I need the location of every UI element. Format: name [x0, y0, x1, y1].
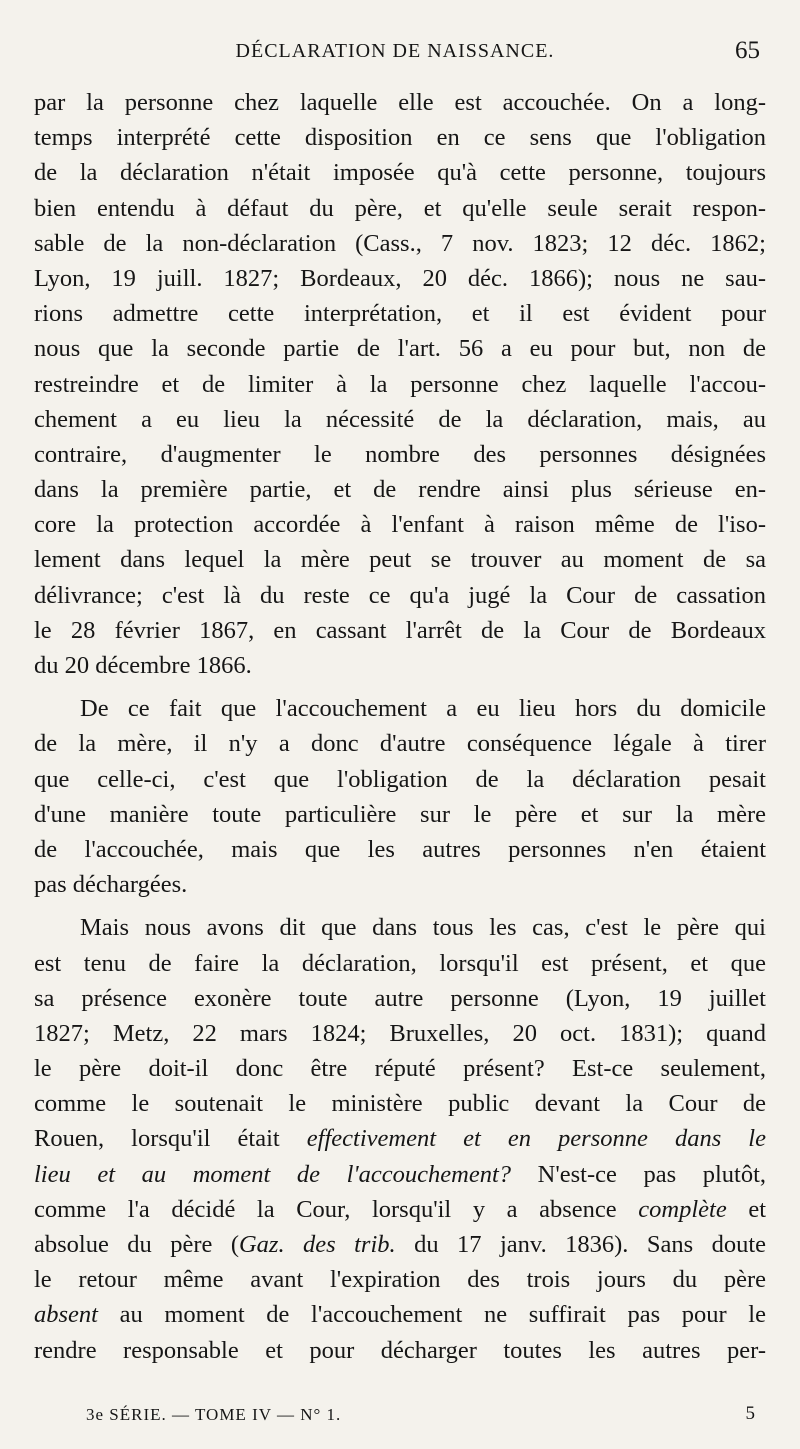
text-line: de l'accouchée, mais que les autres personnes n'en étaient: [34, 835, 766, 863]
text-line: sa présence exonère toute autre personne (Lyon, 19 juillet: [34, 984, 766, 1012]
text-line: chement a eu lieu la nécessité de la déclaration, mais, au: [34, 405, 766, 433]
text-line: bien entendu à défaut du père, et qu'elle seule serait respon-: [34, 194, 766, 222]
text-line: [34, 1157, 766, 1192]
text-segment: au moment de l'accouchement ne suffirait pas pour le: [97, 1301, 766, 1329]
text-segment: Rouen, lorsqu'il était: [34, 1125, 307, 1153]
text-line: délivrance; c'est là du reste ce qu'a jugé la Cour de cassation: [34, 581, 766, 609]
text-segment: N'est-ce pas plutôt,: [511, 1160, 766, 1188]
paragraph-gap: [34, 683, 766, 691]
italic-citation: Gaz. des trib.: [238, 1231, 396, 1258]
text-line: 1827; Metz, 22 mars 1824; Bruxelles, 20 oct. 1831); quand: [34, 1019, 766, 1047]
paragraph: [34, 691, 766, 902]
text-line: restreindre et de limiter à la personne chez laquelle l'accou-: [34, 370, 766, 398]
text-segment: comme l'a décidé la Cour, lorsqu'il y a absence: [34, 1195, 639, 1223]
text-line: rions admettre cette interprétation, et il est évident pour: [34, 300, 766, 328]
text-segment: absolue du père (: [34, 1231, 239, 1258]
text-line: lement dans lequel la mère peut se trouver au moment de sa: [34, 546, 766, 574]
text-line: core la protection accordée à l'enfant à raison même de l'iso-: [34, 511, 766, 539]
text-line: [34, 1227, 766, 1262]
text-line: [34, 1192, 766, 1227]
text-line: que celle-ci, c'est que l'obligation de la déclaration pesait: [34, 765, 766, 793]
text-line: le 28 février 1867, en cassant l'arrêt de la Cour de Bordeaux: [34, 616, 766, 644]
text-line: sable de la non-déclaration (Cass., 7 nov. 1823; 12 déc. 1862;: [34, 229, 766, 257]
text-line: d'une manière toute particulière sur le père et sur la mère: [34, 800, 766, 828]
running-title: DÉCLARATION DE NAISSANCE.: [235, 40, 555, 62]
printer-signature: 3e SÉRIE. — TOME IV — N° 1.: [86, 1405, 342, 1424]
text-line: de la déclaration n'était imposée qu'à cette personne, toujours: [34, 159, 766, 187]
text-line: dans la première partie, et de rendre ainsi plus sérieuse en-: [34, 476, 766, 504]
text-line: le père doit-il donc être réputé présent? Est-ce seulement,: [34, 1055, 766, 1083]
text-line: [34, 1121, 766, 1156]
text-segment: du 17 janv. 1836). Sans doute: [395, 1231, 766, 1258]
running-head: [30, 37, 760, 76]
paragraph-gap: [34, 902, 766, 910]
page-number: 65: [735, 37, 760, 64]
text-line: Lyon, 19 juill. 1827; Bordeaux, 20 déc. 1866); nous ne sau-: [34, 264, 766, 292]
italic-word: complète: [638, 1195, 727, 1223]
text-line: de la mère, il n'y a donc d'autre conséquence légale à tirer: [34, 730, 766, 758]
text-segment: et: [726, 1195, 766, 1223]
page-footer: [86, 1405, 766, 1435]
body-text: [34, 85, 766, 1368]
text-line: le retour même avant l'expiration des trois jours du père: [34, 1266, 766, 1294]
text-line: du 20 décembre 1866.: [34, 652, 252, 679]
italic-phrase: lieu et au moment de l'accouchement?: [34, 1160, 512, 1188]
italic-word: absent: [34, 1301, 98, 1329]
text-line: Mais nous avons dit que dans tous les cas, c'est le père qui: [80, 914, 766, 942]
text-line: est tenu de faire la déclaration, lorsqu'il est présent, et que: [34, 949, 766, 977]
text-line: pas déchargées.: [34, 871, 188, 899]
text-line: temps interprété cette disposition en ce sens que l'obligation: [34, 124, 766, 152]
text-line: rendre responsable et pour décharger toutes les autres per-: [34, 1336, 766, 1364]
paragraph: [34, 85, 766, 683]
text-line: [34, 1297, 766, 1332]
text-line: contraire, d'augmenter le nombre des personnes désignées: [34, 440, 766, 468]
text-line: De ce fait que l'accouchement a eu lieu hors du domicile: [80, 695, 766, 723]
text-line: nous que la seconde partie de l'art. 56 a eu pour but, non de: [34, 335, 766, 363]
paragraph: [34, 910, 766, 1367]
signature-number: 5: [745, 1403, 756, 1424]
italic-phrase: effectivement et en personne dans le: [306, 1125, 766, 1153]
text-line: comme le soutenait le ministère public devant la Cour de: [34, 1090, 766, 1118]
text-line: par la personne chez laquelle elle est accouchée. On a long-: [34, 89, 766, 116]
